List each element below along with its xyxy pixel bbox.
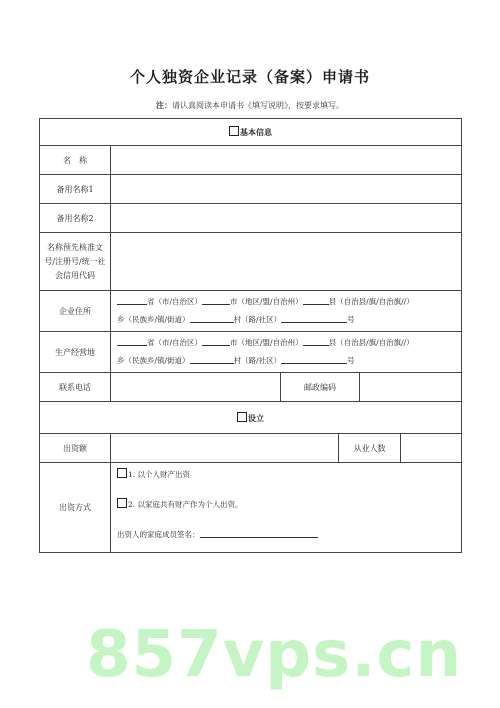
employees-label: 从业人数: [339, 434, 401, 463]
section-setup-title: 设立: [248, 412, 265, 423]
form-title: 个人独资企业记录（备案）申请书: [129, 68, 370, 86]
option-personal[interactable]: 1. 以个人财产出资: [111, 466, 461, 484]
section-basic-info: [40, 119, 462, 146]
production-line-1: 省（市/自治区） 市（地区/盟/自治州） 县（自治县/旗/自治旗//）: [111, 334, 461, 352]
option-family[interactable]: 2. 以家庭共有财产作为个人出资。: [111, 496, 461, 514]
signature-label: 出资人的家庭成员签名：: [117, 530, 200, 539]
note-text: 请认真阅读本申请书《填写说明》，按要求填写。: [172, 101, 344, 110]
phone-field[interactable]: [111, 373, 281, 402]
checkbox-icon: [229, 126, 239, 136]
alt-name2-field[interactable]: [111, 204, 462, 233]
code-label: 名称预先核准文号/注册号/统一社会信用代码: [44, 242, 106, 280]
phone-label: 联系电话: [40, 373, 111, 402]
signature-field[interactable]: [200, 528, 318, 538]
checkbox-icon[interactable]: [117, 498, 127, 508]
capital-field[interactable]: [111, 434, 339, 463]
note-prefix: 注：: [156, 100, 172, 110]
production-line-2: 乡（民族乡/镇/街道） 村（路/社区） 号: [117, 356, 355, 365]
alt-name1-field[interactable]: [111, 175, 462, 204]
method-options: [111, 463, 462, 553]
form-note: [0, 100, 500, 111]
checkbox-icon[interactable]: [117, 468, 127, 478]
section-basic-title: 基本信息: [240, 127, 273, 137]
address-label: 企业住所: [40, 291, 111, 332]
name-field[interactable]: [111, 146, 462, 175]
watermark: 857vps.cn: [86, 618, 463, 692]
postcode-field[interactable]: [360, 373, 462, 402]
alt-name2-label: 备用名称2: [40, 204, 111, 233]
code-label-cell: [40, 233, 111, 291]
name-label: 名 称: [40, 146, 111, 175]
signature-row: [111, 526, 461, 544]
postcode-label: 邮政编码: [281, 373, 360, 402]
employees-field[interactable]: [401, 434, 462, 463]
section-setup: [40, 402, 462, 434]
production-address-field[interactable]: [111, 332, 462, 373]
alt-name1-label: 备用名称1: [40, 175, 111, 204]
address-line-1: 省（市/自治区） 市（地区/盟/自治州） 县（自治县/旗/自治旗//）: [111, 293, 461, 311]
application-form-table: [39, 118, 462, 553]
code-field[interactable]: [111, 233, 462, 291]
capital-label: 出资额: [40, 434, 111, 463]
address-line-2: 乡（民族乡/镇/街道） 村（路/社区） 号: [117, 315, 355, 324]
checkbox-icon: [237, 412, 247, 422]
production-label: 生产经营地: [40, 332, 111, 373]
method-label: 出资方式: [40, 463, 111, 553]
address-field[interactable]: [111, 291, 462, 332]
